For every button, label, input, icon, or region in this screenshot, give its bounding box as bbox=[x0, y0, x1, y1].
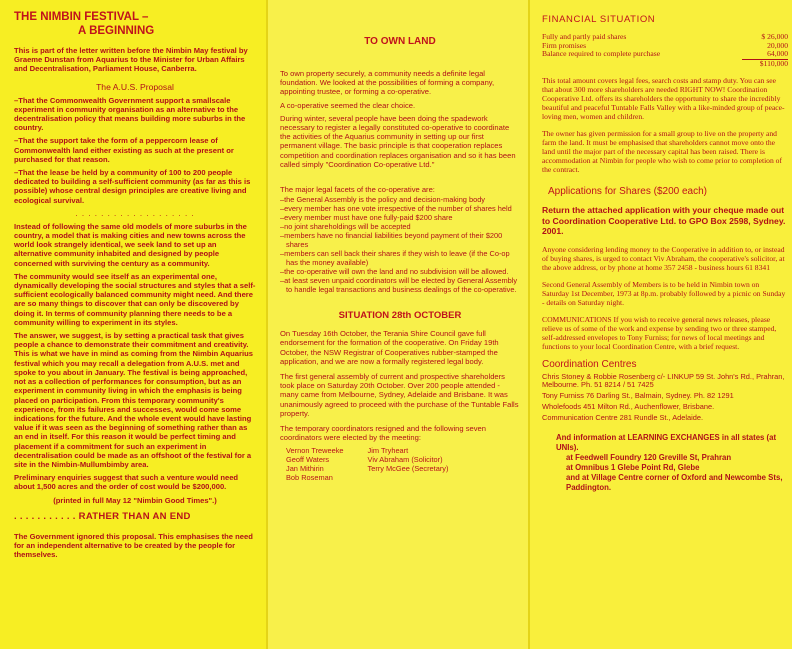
proposal-heading: The A.U.S. Proposal bbox=[96, 81, 174, 92]
financial-table bbox=[542, 33, 788, 68]
financial-total-amount: $110,000 bbox=[742, 59, 788, 68]
coordinators-column-left bbox=[286, 446, 344, 482]
festival-paragraph-4: Preliminary enquiries suggest that such a venture would need about 1,500 acres and the order of cost would be $200,000. bbox=[14, 473, 239, 492]
coordinator-name: Vernon Treweeke bbox=[286, 446, 344, 456]
coordinator-name: Jim Tryheart bbox=[367, 446, 409, 456]
learning-exchange-paddington: and at Village Centre corner of Oxford and Newcombe Sts, Paddington. bbox=[566, 472, 783, 492]
learning-exchanges bbox=[556, 433, 788, 493]
own-land-paragraph-2: A co-operative seemed the clear choice. bbox=[280, 100, 416, 110]
coordinator-name: Geoff Waters bbox=[286, 455, 330, 465]
coordinator-name: Bob Roseman bbox=[286, 473, 333, 483]
centre-address-brisbane: Wholefoods 451 Milton Rd., Auchenflower, Brisbane. bbox=[542, 401, 715, 411]
proposal-point-2: –That the support take the form of a peppercorn lease of Commonwealth land either existing as such at the present or purchased for that reason. bbox=[14, 136, 234, 164]
festival-title-line2: A BEGINNING bbox=[78, 25, 155, 37]
legal-facet-item: –the General Assembly is the policy and decision-making body bbox=[280, 195, 485, 205]
festival-title bbox=[14, 10, 256, 38]
centre-address-melbourne: Chris Stoney & Robbie Rosenberg c/- LINKUP 59 St. John's Rd., Prahran, Melbourne. Ph. 51 8214 / 51 7425 bbox=[542, 371, 785, 390]
situation-title: SITUATION 28th OCTOBER bbox=[338, 310, 462, 322]
government-ignored-paragraph: The Government ignored this proposal. This emphasises the need for an independent alternative to be created by the people for themselves. bbox=[14, 531, 253, 560]
own-land-paragraph-1: To own property securely, a community needs a definite legal foundation. We looked at the possibilities of forming a company, appointing trustee, or forming a co-operative. bbox=[280, 69, 495, 97]
financial-amount: 20,000 bbox=[767, 40, 788, 50]
financial-amount: 64,000 bbox=[742, 50, 788, 59]
financial-amount: $ 26,000 bbox=[761, 32, 788, 41]
festival-paragraph-1: Instead of following the same old models of more suburbs in the country, a model that is making cities and new towns across the world look strangely identical, we seek land to set up an alternative community inhabited and designed by people concerned with surviving the century as a community. bbox=[14, 221, 247, 268]
page-edge bbox=[792, 0, 796, 649]
rather-than-an-end-heading: . . . . . . . . . . . RATHER THAN AN END bbox=[14, 510, 191, 522]
legal-facet-item: –no joint shareholdings will be accepted bbox=[280, 222, 411, 232]
legal-facet-item: –every member has one vote irrespective of the number of shares held bbox=[280, 204, 512, 214]
festival-intro: This is part of the letter written before the Nimbin May festival by Graeme Dunstan from Aquarius to the Minister for Urban Affairs and Decentralisation, Parliament House, Canberra. bbox=[14, 46, 248, 74]
coordinator-name: Terry McGee (Secretary) bbox=[367, 464, 449, 474]
lending-paragraph: Anyone considering lending money to the Cooperative in addition to, or instead of buying shares, is urged to contact Viv Abraham, the cooperative's solicitor, at the above address, or by phone at home 357 2458 - business hours 61 8341 bbox=[542, 244, 785, 272]
applications-title: Applications for Shares ($200 each) bbox=[548, 186, 707, 198]
financial-paragraph-1: This total amount covers legal fees, search costs and stamp duty. You can see that about 300 more shareholders are needed RIGHT NOW! Coordination Cooperative Ltd. offers its shareholders the opportunity to share the incredibly beautiful and peaceful Tuntable Falls Valley with a like-minded group of peace-loving men, women and children. bbox=[542, 76, 785, 122]
situation-paragraph-1: On Tuesday 16th October, the Terania Shire Council gave full endorsement for the formation of the cooperative. On Friday 19th October, the NSW Registrar of Cooperatives rubber-stamped the application, and we are now a formally registered legal body. bbox=[280, 329, 499, 366]
legal-facets-list bbox=[280, 195, 520, 294]
learning-exchange-prahran: at Feedwell Foundry 120 Greville St, Prahran bbox=[566, 452, 732, 462]
legal-facet-item: –every member must have one fully-paid $200 share bbox=[280, 213, 453, 223]
to-own-land-title: TO OWN LAND bbox=[364, 36, 436, 47]
learning-exchange-glebe: at Omnibus 1 Glebe Point Rd, Glebe bbox=[566, 462, 700, 472]
financial-label: Balance required to complete purchase bbox=[542, 49, 661, 59]
panel-financial-situation bbox=[530, 0, 796, 649]
general-assembly-paragraph: Second General Assembly of Members is to be held in Nimbin town on Saturday 1st December, 1973 at 8p.m. probably followed by a picnic on Sunday - details on Saturday night. bbox=[542, 279, 786, 307]
centre-address-adelaide: Communication Centre 281 Rundle St., Adelaide. bbox=[542, 412, 704, 422]
applications-instructions: Return the attached application with your cheque made out to Coordination Cooperative Ltd. to GPO Box 2598, Sydney. 2001. bbox=[542, 205, 786, 237]
learning-exchanges-intro: And information at LEARNING EXCHANGES in all states (at UNIs). bbox=[556, 432, 777, 452]
festival-title-line1: THE NIMBIN FESTIVAL – bbox=[14, 11, 149, 23]
financial-label: Fully and partly paid shares bbox=[542, 32, 627, 41]
financial-label bbox=[542, 59, 742, 68]
coordinators-list bbox=[280, 446, 520, 482]
dotted-separator: . . . . . . . . . . . . . . . . . . . bbox=[75, 208, 195, 218]
proposal-point-1: –That the Commonwealth Government support a smallscale experiment in community organisation as an alternative to the decentralisation policy that means building more suburbs in the country. bbox=[14, 95, 246, 133]
coordinator-name: Viv Abraham (Solicitor) bbox=[367, 455, 443, 465]
coordinator-name: Jan Mithirin bbox=[286, 464, 324, 474]
coordinators-column-right bbox=[368, 446, 449, 482]
financial-row bbox=[542, 50, 788, 59]
legal-facet-item: –at least seven unpaid coordinators will be elected by General Assembly to handle legal transactions and business dealings of the co-operative. bbox=[280, 276, 518, 295]
situation-paragraph-3: The temporary coordinators resigned and the following seven coordinators were elected by the meeting: bbox=[280, 424, 486, 443]
festival-paragraph-2: The community would see itself as an experimental one, dynamically developing the social structures and styles that a self-sufficient ecologically balanced community might need. And there are so many things to discover that can only be discovered by doing it. In terms of community planning there needs to be a community willing to experiment in its styles. bbox=[14, 271, 256, 327]
communications-paragraph: COMMUNICATIONS If you wish to receive general news releases, please relieve us of some of the work and expense by sending two or three stamped, self-addressed envelopes to Tony Furniss; for news of local meetings and functions to your local Coordination Centre, with a brief request. bbox=[542, 314, 777, 351]
coordination-centres-title: Coordination Centres bbox=[542, 358, 637, 370]
financial-total-row bbox=[542, 59, 788, 68]
financial-label: Firm promises bbox=[542, 40, 587, 50]
financial-situation-title: FINANCIAL SITUATION bbox=[542, 14, 656, 25]
legal-facet-item: –members can sell back their shares if they wish to leave (if the Co-op has the money available) bbox=[280, 249, 510, 268]
proposal-point-3: –That the lease be held by a community of 100 to 200 people dedicated to building a self-sufficient community (as far as this is possible) whose central design principles are creative living and ecological survival. bbox=[14, 168, 251, 205]
centre-address-sydney: Tony Furniss 76 Darling St., Balmain, Sydney. Ph. 82 1291 bbox=[542, 391, 734, 401]
printed-in-note: (printed in full May 12 "Nimbin Good Times".) bbox=[53, 495, 217, 505]
panel-to-own-land bbox=[268, 0, 528, 649]
legal-facet-item: –members have no financial liabilities beyond payment of their $200 shares bbox=[280, 231, 503, 250]
festival-paragraph-3: The answer, we suggest, is by setting a practical task that gives people a chance to demonstrate their commitment and creativity. This is what we have in mind as coming from the Nimbin Aquarius festival which you may recall a delegation from A.U.S. met and spoke to you about in January. The festival is being approached, not as a collection of performances for consumption, but as an experiment in community living in which the emphasis is being placed on participation. From this temporary community's experience, from its failures and successes, would come some indications for the future. And the whole event would have lasting value if it was seen as the beginning of something rather than as an end in itself. For this reason it would be perfect timing and placement if a commitment for such an experiment in decentralisation could be made as an offshoot of the festival for a site in the Nimbin-Mullumbimby area. bbox=[14, 331, 253, 469]
own-land-paragraph-3: During winter, several people have been doing the spadework necessary to register a legally constituted co-operative to coordinate the activities of the Aquarius community in setting up our first permanent village. The basic principle is that cooperation replaces competition and coordination replaces organisation and so it has been called simply "Coordination Co-operative Ltd." bbox=[280, 113, 516, 169]
financial-paragraph-2: The owner has given permission for a small group to live on the property and farm the land. It must be emphasised that shareholders cannot move onto the land until the major part of the necessary capital has been raised. There is accommodation at Nimbin for people who wish to come prior to completion of the contract. bbox=[542, 129, 782, 175]
legal-facets-intro: The major legal facets of the co-operative are: bbox=[280, 185, 435, 195]
legal-facet-item: –the co-operative will own the land and no subdivision will be allowed. bbox=[280, 267, 509, 277]
situation-paragraph-2: The first general assembly of current and prospective shareholders took place on Saturday 20th October. Over 200 people attended - many came from Melbourne, Sydney, Adelaide and Brisbane. It was unanimously agreed to proceed with the purchase of the Tuntable Falls property. bbox=[280, 372, 519, 418]
panel-nimbin-festival bbox=[0, 0, 266, 649]
